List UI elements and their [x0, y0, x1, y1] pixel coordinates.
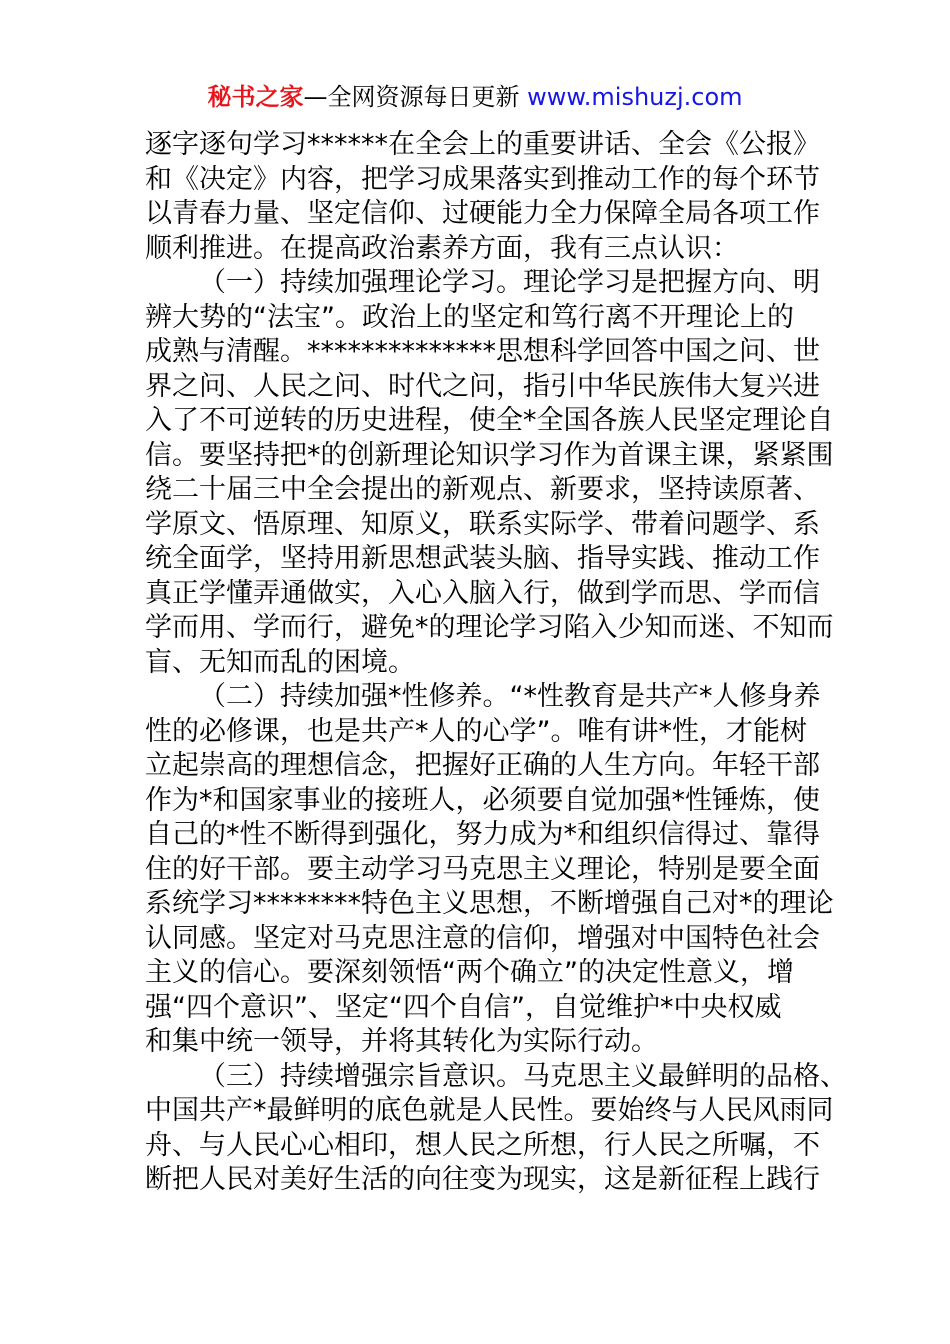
text-line: 成熟与清醒。**************思想科学回答中国之问、世 [145, 336, 820, 367]
text-line: 逐字逐句学习******在全会上的重要讲话、全会《公报》 [145, 129, 820, 160]
text-line: 立起崇高的理想信念，把握好正确的人生方向。年轻干部 [145, 750, 820, 781]
text-line: 绕二十届三中全会提出的新观点、新要求，坚持读原著、 [145, 474, 820, 505]
section-2-heading-line: （二）持续加强*性修养。“*性教育是共产*人修身养 [199, 681, 821, 712]
site-header [0, 80, 950, 114]
text-line: 顺利推进。在提高政治素养方面，我有三点认识： [145, 232, 739, 264]
text-line: 中国共产*最鲜明的底色就是人民性。要始终与人民风雨同 [145, 1095, 834, 1126]
text-line: 和集中统一领导，并将其转化为实际行动。 [145, 1026, 658, 1057]
site-url[interactable]: www.mishuzj.com [527, 83, 743, 111]
text-line: 学原文、悟原理、知原义，联系实际学、带着问题学、系 [145, 508, 820, 540]
text-line: 统全面学，坚持用新思想武装头脑、指导实践、推动工作 [145, 543, 820, 574]
text-line: 真正学懂弄通做实，入心入脑入行，做到学而思、学而信 [145, 577, 820, 609]
text-line: 作为*和国家事业的接班人，必须要自觉加强*性锤炼，使 [145, 784, 820, 816]
text-line: 学而用、学而行，避免*的理论学习陷入少知而迷、不知而 [145, 612, 834, 643]
text-line: 以青春力量、坚定信仰、过硬能力全力保障全局各项工作 [145, 198, 820, 229]
text-line: 自己的*性不断得到强化，努力成为*和组织信得过、靠得 [145, 819, 820, 850]
header-tagline: —全网资源每日更新 [303, 83, 528, 111]
text-line: 界之问、人民之问、时代之问，指引中华民族伟大复兴进 [145, 370, 820, 402]
text-line: 断把人民对美好生活的向往变为现实，这是新征程上践行 [145, 1164, 820, 1195]
text-line: 入了不可逆转的历史进程，使全*全国各族人民坚定理论自 [145, 405, 834, 436]
section-1-heading-line: （一）持续加强理论学习。理论学习是把握方向、明 [199, 267, 820, 298]
document-body [145, 128, 847, 1198]
section-3-heading-line: （三）持续增强宗旨意识。马克思主义最鲜明的品格、 [199, 1060, 847, 1092]
text-line: 系统学习********特色主义思想，不断增强自己对*的理论 [145, 888, 834, 919]
text-line: 性的必修课，也是共产*人的心学”。唯有讲*性，才能树 [145, 715, 807, 747]
text-line: 信。要坚持把*的创新理论知识学习作为首课主课，紧紧围 [145, 439, 834, 471]
text-line: 住的好干部。要主动学习马克思主义理论，特别是要全面 [145, 853, 820, 885]
text-line: 和《决定》内容，把学习成果落实到推动工作的每个环节 [145, 163, 820, 195]
text-line: 舟、与人民心心相印，想人民之所想，行人民之所嘱，不 [145, 1129, 820, 1161]
brand-name: 秘书之家 [207, 83, 304, 111]
text-line: 强“四个意识”、坚定“四个自信”，自觉维护*中央权威 [145, 991, 782, 1023]
text-line: 认同感。坚定对马克思注意的信仰，增强对中国特色社会 [145, 922, 820, 954]
text-line: 主义的信心。要深刻领悟“两个确立”的决定性意义，增 [145, 957, 794, 988]
text-line: 辨大势的“法宝”。政治上的坚定和笃行离不开理论上的 [145, 301, 794, 333]
text-line: 盲、无知而乱的困境。 [145, 646, 415, 678]
